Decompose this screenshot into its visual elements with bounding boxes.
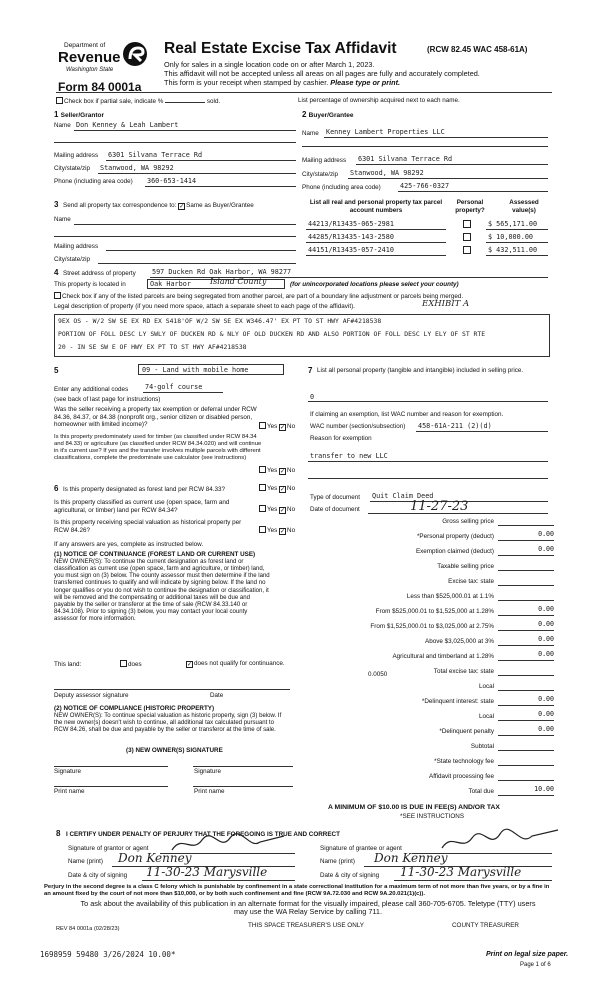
current-use-yes-label: Yes [267, 506, 278, 513]
tax-row-value[interactable]: 0.00 [498, 711, 554, 721]
minimum-note: A MINIMUM OF $10.00 IS DUE IN FEE(S) AND/OR TAX [328, 804, 500, 811]
tax-row-value[interactable]: 0.00 [498, 531, 554, 541]
q1-yes-checkbox[interactable] [259, 422, 266, 429]
tax-row-value[interactable] [498, 561, 554, 571]
tax-row-label: Local [478, 713, 494, 720]
sec5-q1-answers [259, 422, 295, 431]
historic-yes-checkbox[interactable] [259, 526, 266, 533]
buyer-mail-label: Mailing address [302, 157, 347, 164]
local-rate: 0.0050 [368, 671, 388, 678]
parcels-h2: Personal property? [455, 199, 485, 214]
buyer-city[interactable]: Stanwood, WA 98292 [350, 169, 424, 177]
historic-no-label: No [287, 527, 296, 534]
tax-row-value[interactable]: 0.00 [498, 546, 554, 556]
tax-row-label: Above $3,025,000 at 3% [425, 638, 494, 645]
county-handwritten: Island County [210, 277, 267, 286]
q2-no-checkbox[interactable]: ✓ [280, 469, 286, 475]
tax-row [300, 756, 556, 768]
sec6-n2-text: NEW OWNER(S): To continue special valuation as historic property, sign (3) below. If the new owner(s) doesn't wish to continue, all additional tax calculated pursuant to RCW 84.26, shall be due and payable by the seller or transferor at the time of sale. [54, 713, 282, 734]
sec5-num: 5 [54, 366, 59, 375]
sec6-num: 6 [54, 484, 59, 493]
parcel-value-2[interactable]: $ 10,000.00 [488, 233, 534, 241]
sec6-q2: Is this property classified as current use (open space, farm and agricultural, or timber) land per RCW 84.34? [54, 499, 230, 514]
header-note3b: Please type or print. [330, 78, 401, 87]
q1-no-checkbox[interactable]: ✓ [280, 425, 286, 431]
sec7-label: List all personal property (tangible and intangible) included in selling price. [317, 367, 524, 374]
seller-mail[interactable]: 6301 Silvana Terrace Rd [108, 151, 203, 159]
tax-row-label: Taxable selling price [437, 563, 494, 570]
tax-row [300, 666, 556, 678]
tax-row-label: Affidavit processing fee [429, 773, 494, 780]
buyer-city-label: City/state/zip [302, 171, 339, 178]
deputy-date-label: Date [210, 692, 224, 699]
grantee-name[interactable]: Don Kenney [374, 851, 448, 865]
tax-row-value[interactable] [498, 681, 554, 691]
tax-row [300, 771, 556, 783]
q1-yes-label: Yes [267, 423, 278, 430]
does-qualify-checkbox[interactable] [120, 660, 127, 667]
tax-row-value[interactable]: 0.00 [498, 621, 554, 631]
wac-number[interactable]: 458-61A-211 (2)(d) [418, 422, 492, 430]
tax-row-value[interactable] [498, 576, 554, 586]
forest-no-label: No [287, 485, 296, 492]
sec6-not-qualify: does not qualify for continuance. [194, 660, 285, 667]
buyer-heading-wrap: 2 Buyer/Grantee [302, 110, 354, 119]
sec6-q2-answers [259, 505, 295, 514]
grantee-name-label: Name (print) [320, 858, 355, 865]
property-use-select[interactable] [138, 364, 284, 375]
tax-row-label: *State technology fee [434, 758, 494, 765]
q1-no-label: No [287, 423, 296, 430]
header-note3-wrap [164, 79, 400, 88]
parcel-num-2[interactable]: 44285/R13435-143-2580 [308, 233, 394, 241]
tax-row-label: From $525,000.01 to $1,525,000 at 1.28% [375, 608, 494, 615]
historic-no-checkbox[interactable]: ✓ [280, 529, 286, 535]
grantor-signature [168, 830, 288, 856]
sig-grantor-label: Signature of grantor or agent [68, 845, 149, 852]
sec6-n1-text: NEW OWNER(S): To continue the current designation as forest land or classification as current use (open space, farm and agriculture, or timber) land, you must sign on (3) below. The county assessor must then determine if the land transferred continues to qualify and will indicate by signing below. If the land no longer qualifies or you do not wish to continue the designation or classification, it will be removed and the compensating or additional taxes will be due and payable by the seller or transferor at the time of sale (RCW 84.33.140 or 84.34.108). Prior to signing (3) below, you may contact your local county assessor for more information. [54, 559, 270, 622]
segregate-checkbox[interactable] [54, 292, 61, 299]
county-treasurer: COUNTY TREASURER [452, 922, 519, 929]
treasurer-use: THIS SPACE TREASURER'S USE ONLY [248, 922, 364, 929]
forest-yes-checkbox[interactable] [259, 484, 266, 491]
seller-heading: Seller/Grantor [60, 112, 105, 119]
sec6-n3-head: (3) NEW OWNER(S) SIGNATURE [126, 747, 223, 754]
sec6-does: does [128, 661, 142, 668]
location-select[interactable] [147, 279, 285, 289]
sec5-add-codes-label: Enter any additional codes [54, 386, 129, 393]
tax-row-label: Local [478, 683, 494, 690]
sec7-exempt-label: If claiming an exemption, list WAC number and reason for exemption. [310, 411, 504, 418]
tax-row [300, 711, 556, 723]
tax-row [300, 741, 556, 753]
grantor-name[interactable]: Don Kenney [118, 851, 192, 865]
tax-row [300, 561, 556, 573]
sec5-q2: Is this property predominately used for timber (as classified under RCW 84.34 and 84.33) or agriculture (as classified under RCW 84.34.020) and will continue in it's current use? If yes and the transfer involves multiple parcels with different classifications, complete the predominate use calculator (see instructions) [54, 434, 262, 462]
sec3-city-label: City/state/zip [54, 256, 91, 263]
legal-line2: PORTION OF FOLL DESC LY SWLY OF DUCKEN RD & NLY OF OLD DUCKEN RD AND ALSO PORTION OF FOLL DESC LY ELY OF ST RTE [58, 330, 486, 338]
sec8-head: I CERTIFY UNDER PENALTY OF PERJURY THAT THE FOREGOING IS TRUE AND CORRECT [66, 831, 340, 838]
grantor-name-label: Name (print) [68, 858, 103, 865]
sec6-n1-head: (1) NOTICE OF CONTINUANCE (FOREST LAND OR CURRENT USE) [54, 551, 256, 558]
document-date[interactable]: 11-27-23 [410, 499, 469, 514]
revenue-emblem-icon [122, 41, 148, 67]
sec5-see-back: (see back of last page for instructions) [54, 396, 161, 403]
tax-row-label: Total excise tax: state [433, 668, 494, 675]
tax-row [300, 576, 556, 588]
cashier-stamp: 1698959 59480 3/26/2024 10.00* [40, 950, 176, 959]
tax-row-value[interactable] [498, 591, 554, 601]
form-title-ref: (RCW 82.45 WAC 458-61A) [427, 45, 528, 54]
tax-row [300, 546, 556, 558]
sec7-doc-date-label: Date of document [310, 506, 360, 513]
seller-city-label: City/state/zip [54, 165, 91, 172]
rev-number: REV 84 0001a (02/28/23) [56, 926, 120, 932]
tax-row-label: Exemption claimed (deduct) [415, 548, 494, 555]
grantee-signature [440, 826, 562, 856]
tax-row-value[interactable]: 0.00 [498, 696, 554, 706]
tax-row-label: Subtotal [470, 743, 494, 750]
deputy-sig-label: Deputy assessor signature [54, 692, 129, 699]
form-title: Real Estate Excise Tax Affidavit [164, 40, 397, 57]
tax-row-value[interactable] [498, 666, 554, 676]
location-value: Oak Harbor [150, 280, 191, 288]
sec4-segregate: Check box if any of the listed parcels are being segregated from another parcel, are part of a boundary line adjustment or parcels being merged. [62, 293, 464, 300]
parcel-personal-checkbox-2[interactable] [463, 233, 471, 241]
sec4-num: 4 [54, 268, 59, 277]
legal-paper-note: Print on legal size paper. [486, 951, 569, 958]
sec4-segregate-row [54, 292, 552, 301]
buyer-name[interactable]: Kenney Lambert Properties LLC [326, 128, 445, 136]
sec3-row [63, 202, 254, 210]
historic-yes-label: Yes [267, 527, 278, 534]
tax-row-label: Total due [468, 788, 494, 795]
grantee-date-city[interactable]: 11-30-23 Marysville [400, 865, 522, 879]
buyer-phone-label: Phone (including area code) [302, 184, 381, 191]
sec6-q3-answers [259, 526, 295, 535]
partial-sale-label: Check box if partial sale, indicate % [64, 98, 164, 105]
tax-row-label: *Personal property (deduct) [416, 533, 494, 540]
sec6-ifany: If any answers are yes, complete as instructed below. [54, 541, 204, 548]
sec4-label: Street address of property [63, 270, 136, 277]
seller-phone[interactable]: 360-653-1414 [147, 177, 197, 185]
tax-row-value[interactable] [498, 756, 554, 766]
tax-row-value[interactable]: 10.00 [498, 786, 554, 796]
sec4-unincorp: (for unincorporated locations please select your county) [290, 281, 459, 288]
seller-name-label: Name [54, 122, 71, 129]
ownership-note: List percentage of ownership acquired next to each name. [298, 97, 460, 104]
sec7-num: 7 [308, 366, 313, 375]
tax-row [300, 591, 556, 603]
tax-row [300, 531, 556, 543]
parcel-value-1[interactable]: $ 565,171.00 [488, 220, 538, 228]
seller-city[interactable]: Stanwood, WA 98292 [100, 164, 174, 172]
sec6-q1: Is this property designated as forest land per RCW 84.33? [63, 486, 226, 493]
see-instructions: *SEE INSTRUCTIONS [400, 813, 465, 820]
seller-name[interactable]: Don Kenney & Leah Lambert [76, 121, 179, 129]
tax-row [300, 651, 556, 663]
owner-sig-label-2: Signature [194, 768, 221, 775]
tax-row-label: Agricultural and timberland at 1.28% [392, 653, 494, 660]
sec6-q1-answers [259, 484, 295, 493]
partial-sale-checkbox[interactable] [56, 97, 63, 104]
q2-yes-checkbox[interactable] [259, 466, 266, 473]
tax-row [300, 786, 556, 798]
tax-row-value[interactable] [498, 741, 554, 751]
owner-sig-label-1: Signature [54, 768, 81, 775]
tax-row-label: Less than $525,000.01 at 1.1% [406, 593, 494, 600]
grantor-date-city[interactable]: 11-30-23 Marysville [146, 865, 268, 879]
dept-state: Washington State [66, 67, 114, 73]
sec6-q3: Is this property receiving special valuation as historical property per RCW 84.26? [54, 519, 242, 534]
partial-sale-sold: sold. [206, 98, 221, 105]
forest-yes-label: Yes [267, 485, 278, 492]
buyer-heading: Buyer/Grantee [308, 112, 354, 119]
sec5-q2-answers [259, 466, 295, 475]
document-type[interactable]: Quit Claim Deed [372, 492, 434, 500]
tax-row [300, 726, 556, 738]
dept-line1: Department of [64, 42, 106, 49]
tax-row-label: From $1,525,000.01 to $3,025,000 at 2.75% [370, 623, 494, 630]
partial-sale-row [56, 97, 220, 106]
tax-row [300, 516, 556, 528]
tax-row-label: Excise tax: state [448, 578, 494, 585]
tax-row [300, 621, 556, 633]
sec5-q1: Was the seller receiving a property tax exemption or deferral under RCW 84.36, 84.37, or 84.38 (nonprofit org., senior citizen or disabled person, homeowner with limited income)? [54, 406, 257, 429]
form-number: Form 84 0001a [58, 80, 142, 94]
sec6-n2-head: (2) NOTICE OF COMPLIANCE (HISTORIC PROPERTY) [54, 705, 215, 712]
owner-print-label-2: Print name [194, 788, 225, 795]
buyer-mail[interactable]: 6301 Silvana Terrace Rd [358, 155, 453, 163]
tax-row [300, 636, 556, 648]
legal-line1: 9EX OS - W/2 SW SE EX RD EX S418'OF W/2 SW SE EX W346.47' EX PT TO ST HWY AF#4218538 [58, 317, 382, 325]
exhibit-note: EXHIBIT A [422, 299, 470, 309]
header-note1: Only for sales in a single location code on or after March 1, 2023. [164, 60, 375, 69]
parcel-num-3[interactable]: 44151/R13435-057-2410 [308, 246, 394, 254]
parcel-num-1[interactable]: 44213/R13435-065-2981 [308, 220, 394, 228]
sec7-doc-type-label: Type of document [310, 494, 361, 501]
seller-mail-label: Mailing address [54, 152, 99, 159]
sec7-reason-label: Reason for exemption [310, 435, 372, 442]
sec4-legal-label: Legal description of property (if you need more space, attach a separate sheet to each page of the affidavit). [54, 303, 355, 310]
buyer-name-label: Name [302, 130, 319, 137]
property-use: 09 - Land with mobile home [142, 366, 249, 374]
property-address[interactable]: 597 Ducken Rd Oak Harbor, WA 98277 [152, 268, 292, 276]
tax-row-value[interactable] [498, 516, 554, 526]
sec3-label: Send all property tax correspondence to: [63, 202, 177, 209]
parcel-personal-checkbox-1[interactable] [463, 220, 471, 228]
sig-grantee-label: Signature of grantee or agent [320, 845, 402, 852]
current-use-no-checkbox[interactable]: ✓ [280, 508, 286, 514]
tax-row-label: *Delinquent interest: state [421, 698, 494, 705]
tax-row [300, 681, 556, 693]
header-note2: This affidavit will not be accepted unless all areas on all pages are fully and accurately completed. [164, 69, 480, 78]
q2-yes-label: Yes [267, 467, 278, 474]
parcel-value-3[interactable]: $ 432,511.00 [488, 246, 538, 254]
sec6-not-qualify-wrap [186, 660, 286, 668]
parcels-h3: Assessed value(s) [509, 199, 539, 214]
forest-no-checkbox[interactable]: ✓ [280, 487, 286, 493]
perjury-notice: Perjury in the second degree is a class C felony which is punishable by confinement in a state correctional institution for a maximum term of not more than five years, or by a fine in an amount fixed by the court of not more than $10,000, or by both such confinement and fine (RCW 9A.72.030 and RCW 9A.20.021(1)(c)). [44, 884, 550, 897]
exemption-reason[interactable]: transfer to new LLC [310, 452, 388, 460]
grantee-date-label: Date & city of signing [320, 872, 380, 879]
sec3-name-label: Name [54, 216, 71, 223]
tax-row-label: *Delinquent penalty [439, 728, 494, 735]
legal-line3: 20 - IN SE SW E OF HWY EX PT TO ST HWY AF#4218538 [58, 343, 247, 351]
parcel-personal-checkbox-3[interactable] [463, 246, 471, 254]
tax-row-value[interactable] [498, 771, 554, 781]
seller-phone-label: Phone (including area code) [54, 178, 133, 185]
sec7-wac-label: WAC number (section/subsection) [310, 423, 406, 430]
header-note3: This form is your receipt when stamped by cashier. [164, 78, 329, 87]
personal-property-value[interactable]: 0 [310, 393, 315, 401]
grantor-date-label: Date & city of signing [68, 872, 128, 879]
same-as-buyer-checkbox[interactable]: ✓ [179, 204, 185, 210]
accessibility-note: To ask about the availability of this publication in an alternate format for the visually impaired, please call 360-705-6705. Teletype (TTY) users may use the WA Relay Service by calling 711. [80, 899, 536, 917]
tax-row-value[interactable]: 0.00 [498, 606, 554, 616]
buyer-phone[interactable]: 425-766-0327 [400, 182, 450, 190]
additional-codes[interactable]: 74-golf course [145, 383, 203, 391]
tax-row [300, 696, 556, 708]
dept-name: Revenue [58, 49, 121, 66]
q2-no-label: No [287, 467, 296, 474]
not-qualify-checkbox[interactable]: ✓ [187, 662, 193, 668]
tax-row-value[interactable]: 0.00 [498, 636, 554, 646]
tax-row-label: Gross selling price [442, 518, 494, 525]
sec3-mail-label: Mailing address [54, 243, 99, 250]
sec3-num: 3 [54, 200, 59, 209]
owner-print-label-1: Print name [54, 788, 85, 795]
sec4-located-label: This property is located in [54, 281, 126, 288]
page-number: Page 1 of 6 [520, 962, 551, 968]
sec6-does-wrap [120, 660, 142, 669]
tax-row-value[interactable]: 0.00 [498, 726, 554, 736]
legal-description-box[interactable] [54, 314, 550, 357]
sec8-num: 8 [56, 829, 61, 838]
current-use-no-label: No [287, 506, 296, 513]
parcels-h1: List all real and personal property tax parcel account numbers [309, 199, 443, 214]
seller-heading-wrap: 1 Seller/Grantor [54, 110, 105, 119]
sec3-same: Same as Buyer/Grantee [186, 202, 254, 209]
current-use-yes-checkbox[interactable] [259, 505, 266, 512]
tax-row [300, 606, 556, 618]
sec6-this-land: This land: [54, 661, 82, 668]
tax-row-value[interactable]: 0.00 [498, 651, 554, 661]
